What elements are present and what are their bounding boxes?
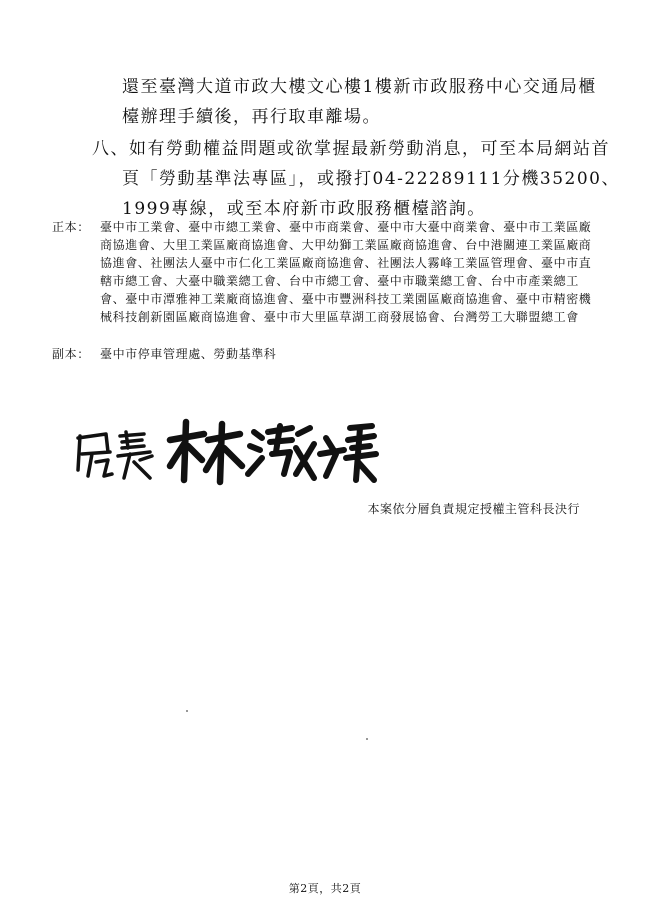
scan-speck <box>186 710 188 712</box>
signature-stroke-lin <box>170 422 242 482</box>
cc-recipients-list: 臺中市停車管理處、勞動基準科 <box>100 347 277 361</box>
cc-recipients-label: 副本： <box>52 347 90 361</box>
continued-line-2: 檯辦理手續後，再行取車離場。 <box>122 107 381 127</box>
main-recipients-list: 臺中市工業會、臺中市總工業會、臺中市商業會、臺中市大臺中商業會、臺中市工業區廠商協進會、大里工業區廠商協進會、大甲幼獅工業區廠商協進會、台中港關連工業區廠商協進會、社團法人臺中市仁化工業區廠商協進會、社團法人霧峰工業區管理會、臺中市直轄市總工會、大臺中職業總工會、台中市總工會、臺中市職業總工會、台中市產業總工會、臺中市潭雅神工業廠商協進會、臺中市豐洲科技工業園區廠商協進會、臺中市精密機械科技創新園區廠商協進會、臺中市大里區草湖工商發展協會、台灣勞工大聯盟總工會 <box>100 220 592 324</box>
approval-note: 本案依分層負責規定授權主管科長決行 <box>367 502 580 516</box>
signature-stroke-yuan <box>320 426 376 480</box>
main-recipients-label: 正本： <box>52 220 90 234</box>
main-recipients <box>52 218 592 326</box>
item-8-line-2: 頁「勞動基準法專區」，或撥打04-22289111分機35200、 <box>122 169 620 189</box>
item-8-line-3: 1999專線，或至本府新市政服務櫃檯諮詢。 <box>122 199 486 219</box>
continued-line-1: 還至臺灣大道市政大樓文心樓1樓新市政服務中心交通局櫃 <box>122 77 597 97</box>
signature-stroke-ju <box>78 434 112 476</box>
signature-stroke-shu <box>248 426 314 478</box>
continued-paragraph <box>122 72 612 132</box>
scan-speck <box>366 738 368 740</box>
director-signature <box>70 418 380 488</box>
item-8-paragraph <box>92 134 620 224</box>
cc-recipients <box>52 345 592 363</box>
signature-stroke-zhang <box>118 432 152 478</box>
page-number: 第2頁，共2頁 <box>288 882 362 895</box>
item-8-line-1: 八、如有勞動權益問題或欲掌握最新勞動消息，可至本局網站首 <box>92 139 610 159</box>
